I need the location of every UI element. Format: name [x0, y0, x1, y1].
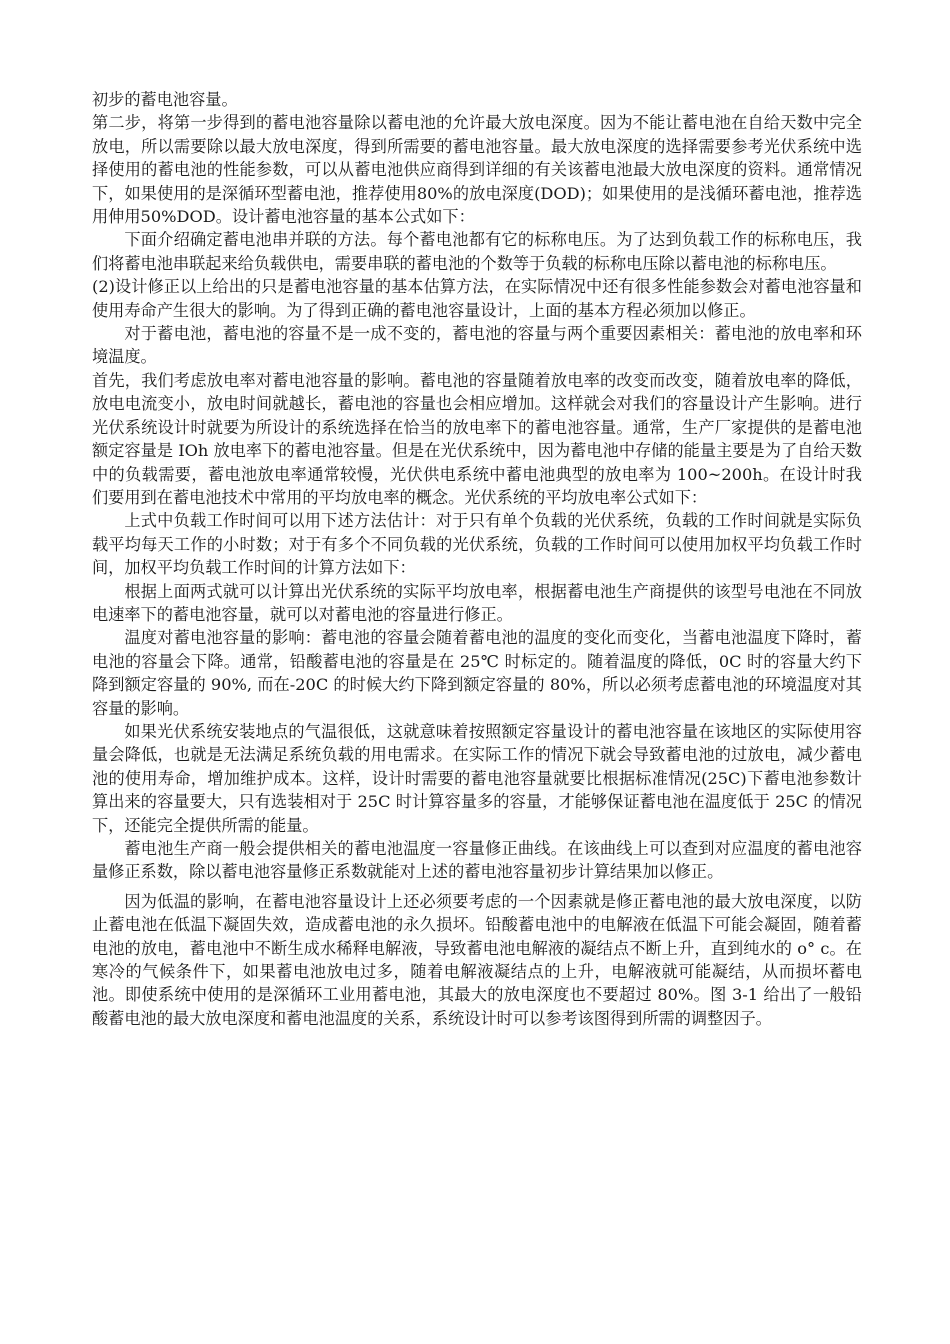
paragraph-5: 对于蓄电池，蓄电池的容量不是一成不变的，蓄电池的容量与两个重要因素相关：蓄电池的放电率和环境温度。: [92, 324, 862, 367]
paragraph-9: 温度对蓄电池容量的影响：蓄电池的容量会随着蓄电池的温度的变化而变化，当蓄电池温度下降时，蓄电池的容量会下降。通常，铅酸蓄电池的容量是在 25℃ 时标定的。随着温度的降低，0C 时的容量大约下降到额定容量的 90%, 而在-20C 的时候大约下降到额定容量的 80%，所以必须考虑蓄电池的环境温度对其容量的影响。: [92, 628, 862, 718]
paragraph-10: 如果光伏系统安装地点的气温很低，这就意味着按照额定容量设计的蓄电池容量在该地区的实际使用容量会降低，也就是无法满足系统负载的用电需求。在实际工作的情况下就会导致蓄电池的过放电，减少蓄电池的使用寿命，增加维护成本。这样，设计时需要的蓄电池容量就要比根据标准情况(25C)下蓄电池参数计算出来的容量要大，只有选装相对于 25C 时计算容量多的容量，才能够保证蓄电池在温度低于 25C 的情况下，还能完全提供所需的能量。: [92, 721, 862, 835]
paragraph-12: 因为低温的影响，在蓄电池容量设计上还必须要考虑的一个因素就是修正蓄电池的最大放电深度，以防止蓄电池在低温下凝固失效，造成蓄电池的永久损坏。铅酸蓄电池中的电解液在低温下可能会凝固，随着蓄电池的放电，蓄电池中不断生成水稀释电解液，导致蓄电池电解液的凝结点不断上升，直到纯水的 o° c。在寒冷的气候条件下，如果蓄电池放电过多，随着电解液凝结点的上升，电解液就可能凝结，从而损坏蓄电池。即使系统中使用的是深循环工业用蓄电池，其最大的放电深度也不要超过 80%。图 3-1 给出了一般铅酸蓄电池的最大放电深度和蓄电池温度的关系，系统设计时可以参考该图得到所需的调整因子。: [92, 891, 862, 1028]
paragraph-7: 上式中负载工作时间可以用下述方法估计：对于只有单个负载的光伏系统，负载的工作时间就是实际负载平均每天工作的小时数；对于有多个不同负载的光伏系统，负载的工作时间可以使用加权平均负载工作时间，加权平均负载工作时间的计算方法如下：: [92, 511, 862, 578]
paragraph-8: 根据上面两式就可以计算出光伏系统的实际平均放电率，根据蓄电池生产商提供的该型号电池在不同放电速率下的蓄电池容量，就可以对蓄电池的容量进行修正。: [92, 581, 862, 624]
paragraph-2: 第二步，将第一步得到的蓄电池容量除以蓄电池的允许最大放电深度。因为不能让蓄电池在自给天数中完全放电，所以需要除以最大放电深度，得到所需要的蓄电池容量。最大放电深度的选择需要参考光伏系统中选择使用的蓄电池的性能参数，可以从蓄电池供应商得到详细的有关该蓄电池最大放电深度的资料。通常情况下，如果使用的是深循环型蓄电池，推荐使用80%的放电深度(DOD)；如果使用的是浅循环蓄电池，推荐选用伸用50%DOD。设计蓄电池容量的基本公式如下：: [92, 113, 862, 227]
paragraph-1: 初步的蓄电池容量。: [92, 90, 238, 109]
paragraph-11: 蓄电池生产商一般会提供相关的蓄电池温度一容量修正曲线。在该曲线上可以查到对应温度的蓄电池容量修正系数，除以蓄电池容量修正系数就能对上述的蓄电池容量初步计算结果加以修正。: [92, 839, 862, 882]
paragraph-3: 下面介绍确定蓄电池串并联的方法。每个蓄电池都有它的标称电压。为了达到负载工作的标称电压，我们将蓄电池串联起来给负载供电，需要串联的蓄电池的个数等于负载的标称电压除以蓄电池的标称电压。: [92, 230, 862, 273]
document-page: [92, 88, 862, 1030]
paragraph-4: (2)设计修正以上给出的只是蓄电池容量的基本估算方法，在实际情况中还有很多性能参数会对蓄电池容量和使用寿命产生很大的影响。为了得到正确的蓄电池容量设计，上面的基本方程必须加以修正。: [92, 277, 862, 320]
paragraph-6: 首先，我们考虑放电率对蓄电池容量的影响。蓄电池的容量随着放电率的改变而改变，随着放电率的降低，放电电流变小，放电时间就越长，蓄电池的容量也会相应增加。这样就会对我们的容量设计产生影响。进行光伏系统设计时就要为所设计的系统选择在恰当的放电率下的蓄电池容量。通常，生产厂家提供的是蓄电池额定容量是 IOh 放电率下的蓄电池容量。但是在光伏系统中，因为蓄电池中存储的能量主要是为了自给天数中的负载需要，蓄电池放电率通常较慢，光伏供电系统中蓄电池典型的放电率为 100~200h。在设计时我们要用到在蓄电池技术中常用的平均放电率的概念。光伏系统的平均放电率公式如下：: [92, 370, 862, 507]
